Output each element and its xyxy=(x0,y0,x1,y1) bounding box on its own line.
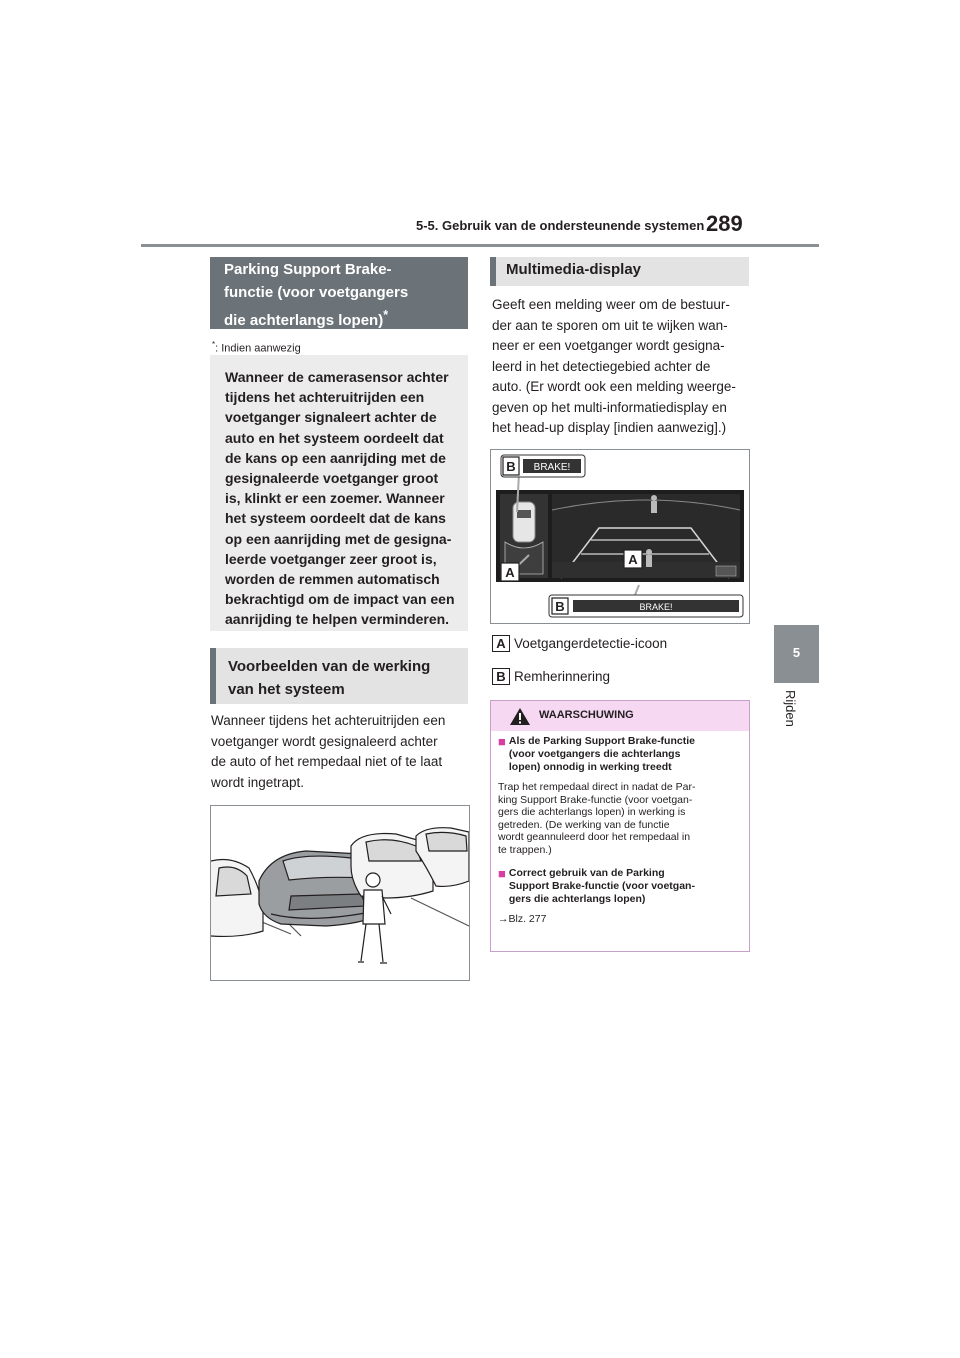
multimedia-display-figure xyxy=(490,449,750,624)
figure-label-b-bottom: B xyxy=(555,599,565,614)
warning-triangle-icon xyxy=(509,707,531,726)
camera-display-image xyxy=(491,450,749,623)
section-examples-header: Voorbeelden van de werking van het systeem xyxy=(210,648,468,704)
figure-label-b-top: B xyxy=(506,459,516,474)
header-rule xyxy=(141,244,819,247)
summary-text: Wanneer de camerasensor achter tijdens het achteruitrijden een voetganger signaleert achter de auto en het systeem oordeelt dat de kans op een aanrijding met de gesignaleerde voetganger groot is, klinkt er een zoemer. Wanneer het systeem oordeelt dat de kans op een aanrijding met de gesigna- leerde voetganger zeer groot is, worden de remmen automatisch bekrachtigd om de impact van een aanrijding te helpen verminderen. xyxy=(225,369,455,628)
footnote: *: Indien aanwezig xyxy=(212,340,301,355)
figure-label-a-center: A xyxy=(628,552,638,567)
legend-key-b: B xyxy=(492,668,510,685)
chapter-label: Rijden xyxy=(783,690,798,727)
section-multimedia-header: Multimedia-display xyxy=(490,257,749,286)
examples-body: Wanneer tijdens het achteruitrijden een voetganger wordt gesignaleerd achter de auto of het rempedaal niet of te laat wordt ingetrapt. xyxy=(211,713,446,790)
warning-heading-2: ■ Correct gebruik van de Parking Support Brake-functie (voor voetgan- gers die achterlangs lopen) xyxy=(498,865,695,905)
legend-text-a: Voetgangerdetectie-icoon xyxy=(514,636,668,651)
warning-paragraph-1: Trap het rempedaal direct in nadat de Par- king Support Brake-functie (voor voetgan- gers die achterlangs lopen) in werking is getreden. (De werking van de functie wordt geannuleerd door het rempedaal in te trappen.) xyxy=(498,781,696,856)
reversing-pedestrian-illustration xyxy=(210,805,470,981)
figure-brake-top: BRAKE! xyxy=(533,462,571,473)
warning-box xyxy=(490,700,750,952)
bullet-square-icon: ■ xyxy=(498,734,506,749)
warning-title: WAARSCHUWING xyxy=(539,709,634,721)
warning-header xyxy=(491,701,749,731)
figure-label-a-left: A xyxy=(505,565,515,580)
parking-scene-image xyxy=(211,806,469,980)
chapter-number: 5 xyxy=(792,645,801,660)
feature-title-box xyxy=(210,257,468,329)
warning-page-reference[interactable]: →Blz. 277 xyxy=(498,912,547,925)
bullet-square-icon: ■ xyxy=(498,865,506,881)
feature-title: Parking Support Brake- functie (voor voetgangers die achterlangs lopen)* xyxy=(224,261,409,329)
legend-key-a: A xyxy=(492,635,510,652)
warning-heading-1: ■ Als de Parking Support Brake-functie (voor voetgangers die achterlangs lopen) onnodig in werking treedt xyxy=(498,734,695,773)
page-number: 289 xyxy=(706,211,743,236)
header-section-title: 5-5. Gebruik van de ondersteunende systemen xyxy=(416,218,705,233)
summary-box xyxy=(210,355,468,631)
legend-text-b: Remherinnering xyxy=(514,669,611,684)
multimedia-body: Geeft een melding weer om de bestuur- der aan te sporen om uit te wijken wan- neer er een voetganger wordt gesigna- leerd in het detectiegebied achter de auto. (Er wordt ook een melding weerge- geven op het multi-informatiedisplay en het head-up display [indien aanwezig].) xyxy=(492,297,736,435)
warning-body xyxy=(498,735,744,935)
figure-brake-bottom: BRAKE! xyxy=(639,602,673,612)
